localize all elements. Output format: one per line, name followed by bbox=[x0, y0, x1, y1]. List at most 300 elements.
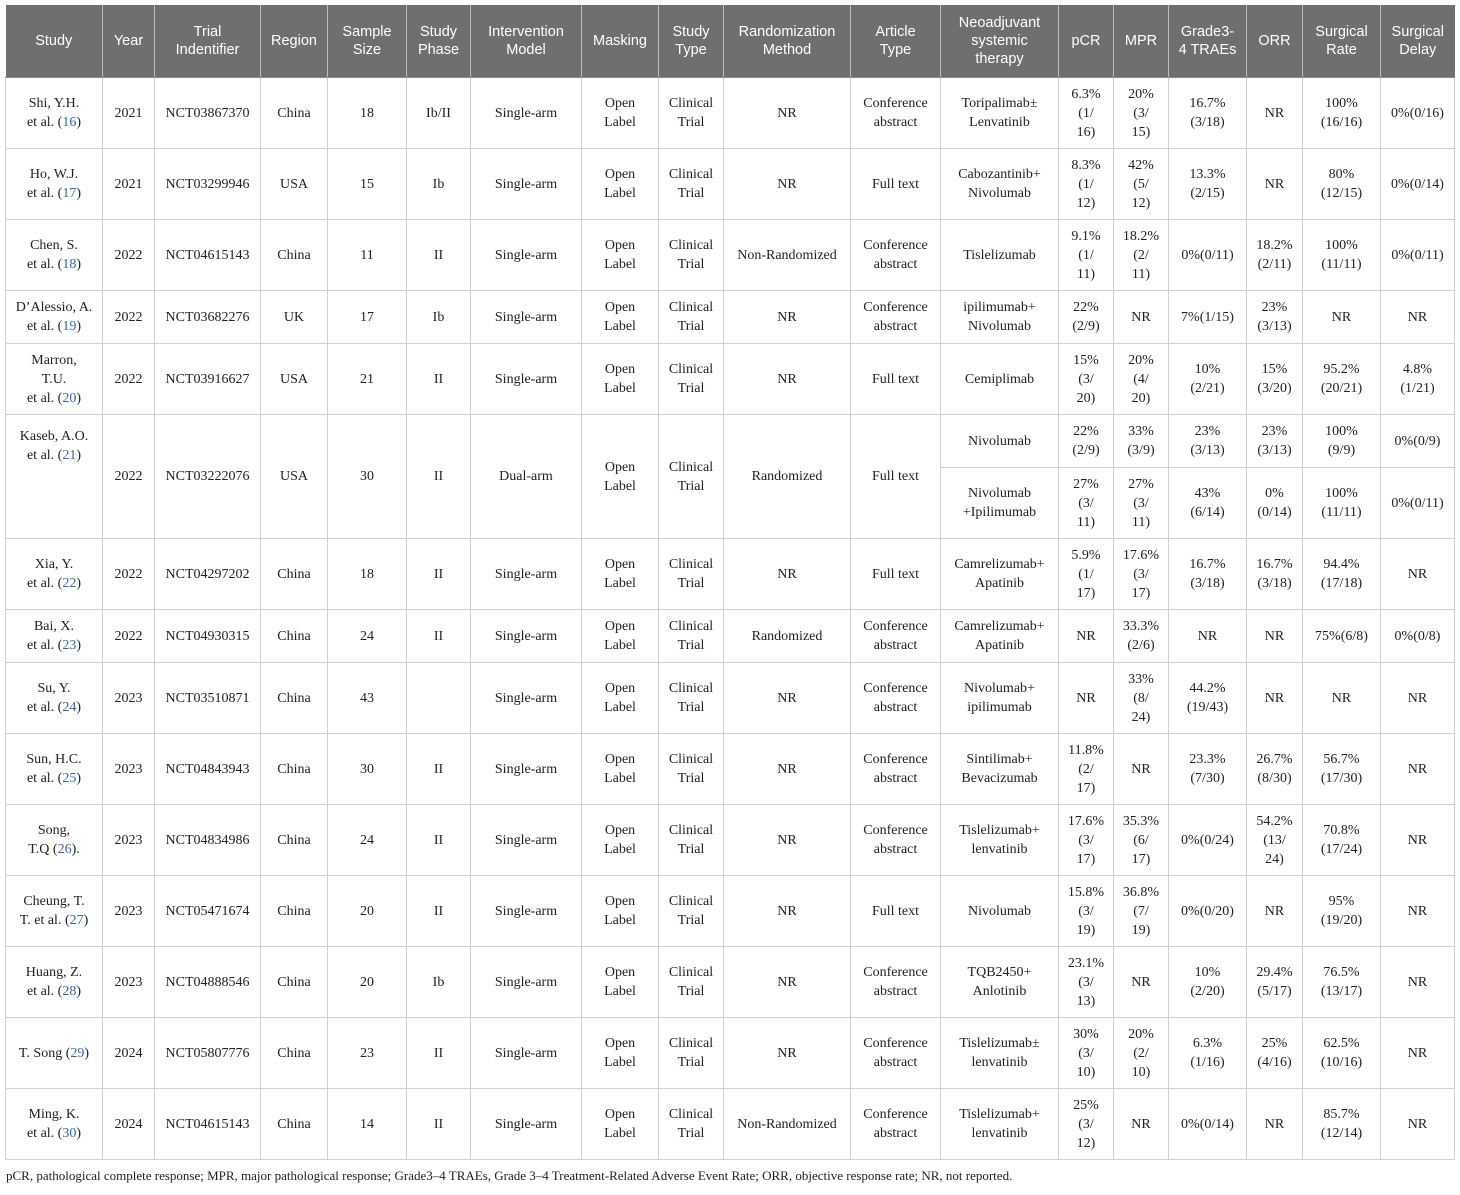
masking-cell bbox=[582, 78, 659, 149]
cell-line: lenvatinib bbox=[971, 842, 1028, 857]
reference-link[interactable]: 23 bbox=[62, 638, 77, 653]
cell-line: NR bbox=[777, 566, 797, 582]
cell-line: (3/ bbox=[1078, 371, 1094, 387]
study-author-text: Bai, X. bbox=[33, 619, 75, 634]
phase-cell: II bbox=[407, 876, 471, 947]
table-body bbox=[6, 78, 1455, 1160]
region-cell: China bbox=[261, 220, 328, 291]
cell-line: Trial bbox=[677, 381, 705, 396]
study-author-line bbox=[10, 892, 98, 911]
orr-cell bbox=[1247, 805, 1303, 876]
table-row bbox=[6, 78, 1455, 149]
cell-line: Label bbox=[604, 638, 636, 653]
sample-size-cell: 23 bbox=[328, 1018, 407, 1089]
pcr-cell bbox=[1059, 663, 1114, 734]
year-cell: 2024 bbox=[103, 1018, 155, 1089]
article-type-cell bbox=[851, 415, 941, 539]
cell-line: (1/16) bbox=[1190, 1055, 1225, 1070]
therapy-cell bbox=[941, 663, 1059, 734]
table-row bbox=[6, 663, 1455, 734]
cell-line: (8/ bbox=[1133, 690, 1149, 706]
cell-line: 11) bbox=[1131, 514, 1151, 530]
reference-suffix: ). bbox=[71, 842, 80, 857]
sample-size-cell: 43 bbox=[328, 663, 407, 734]
orr-cell bbox=[1247, 947, 1303, 1018]
cell-line: Full text bbox=[871, 903, 920, 919]
study-cell bbox=[6, 610, 103, 663]
cell-line: NR bbox=[1264, 176, 1285, 192]
therapy-cell bbox=[941, 734, 1059, 805]
cell-line: 0%(0/16) bbox=[1391, 105, 1444, 121]
cell-line: (3/ bbox=[1078, 832, 1094, 848]
orr-cell bbox=[1247, 539, 1303, 610]
cell-line: 62.5% bbox=[1323, 1036, 1360, 1051]
phase-cell: II bbox=[407, 805, 471, 876]
sample-size-cell: 17 bbox=[328, 291, 407, 344]
trial-id-cell: NCT04888546 bbox=[155, 947, 261, 1018]
cell-line: Open bbox=[604, 1107, 636, 1122]
header-line: Study bbox=[672, 24, 710, 40]
study-author-line bbox=[10, 1105, 98, 1124]
study-author-line bbox=[10, 963, 98, 982]
study-author-text: Cheung, T. bbox=[23, 894, 85, 909]
cell-line: 10) bbox=[1131, 1064, 1151, 1080]
randomization-cell bbox=[724, 610, 851, 663]
cell-line: 19) bbox=[1076, 922, 1096, 938]
cell-line: 16.7% bbox=[1256, 557, 1293, 572]
surgical-delay-cell bbox=[1381, 1089, 1455, 1160]
year-cell: 2024 bbox=[103, 1089, 155, 1160]
trial-id-cell: NCT04843943 bbox=[155, 734, 261, 805]
column-header-article-type bbox=[851, 5, 941, 78]
intervention-model-cell: Single-arm bbox=[471, 149, 582, 220]
cell-line: Open bbox=[604, 823, 636, 838]
cell-line: Label bbox=[604, 1126, 636, 1141]
reference-suffix: ) bbox=[76, 638, 82, 653]
header-line: Study bbox=[419, 24, 458, 40]
therapy-cell bbox=[941, 805, 1059, 876]
cell-line: abstract bbox=[873, 771, 918, 786]
study-author-text: et al. ( bbox=[26, 186, 63, 201]
trae-cell bbox=[1169, 734, 1247, 805]
year-cell: 2022 bbox=[103, 220, 155, 291]
cell-line: NR bbox=[1407, 309, 1428, 325]
reference-link[interactable]: 29 bbox=[70, 1045, 85, 1061]
cell-line: 54.2% bbox=[1256, 813, 1293, 829]
cell-line: Open bbox=[604, 238, 636, 253]
trial-id-cell: NCT04615143 bbox=[155, 1089, 261, 1160]
cell-line: Full text bbox=[871, 371, 920, 387]
header-line: Rate bbox=[1326, 42, 1357, 58]
surgical-delay-cell bbox=[1381, 663, 1455, 734]
cell-line: NR bbox=[777, 105, 797, 121]
cell-line: NR bbox=[1407, 832, 1428, 848]
cell-line: Camrelizumab+ bbox=[954, 557, 1045, 572]
cell-line: 95% bbox=[1328, 894, 1355, 909]
reference-link[interactable]: 22 bbox=[62, 576, 77, 591]
cell-line: Trial bbox=[677, 1126, 705, 1141]
study-author-text: D’Alessio, A. bbox=[15, 300, 93, 315]
column-header-surgical-delay bbox=[1381, 5, 1455, 78]
sample-size-cell: 18 bbox=[328, 539, 407, 610]
cell-line: 17) bbox=[1076, 780, 1096, 796]
cell-line: 10% bbox=[1194, 362, 1221, 377]
column-header-orr bbox=[1247, 5, 1303, 78]
phase-cell: Ib bbox=[407, 149, 471, 220]
cell-line: abstract bbox=[873, 115, 918, 130]
cell-line: 17) bbox=[1076, 851, 1096, 867]
orr-cell bbox=[1247, 876, 1303, 947]
reference-link[interactable]: 16 bbox=[62, 115, 77, 130]
cell-line: Full text bbox=[871, 469, 920, 484]
reference-suffix: ) bbox=[76, 115, 82, 130]
study-cell bbox=[6, 291, 103, 344]
cell-line: 6.3% bbox=[1071, 86, 1101, 102]
year-cell: 2022 bbox=[103, 539, 155, 610]
pcr-cell bbox=[1059, 415, 1114, 468]
cell-line: Label bbox=[604, 381, 636, 396]
cell-line: Label bbox=[604, 319, 636, 334]
study-author-text: Marron, bbox=[31, 352, 77, 368]
cell-line: (5/17) bbox=[1257, 984, 1292, 999]
cell-line: Label bbox=[604, 700, 636, 715]
cell-line: abstract bbox=[873, 319, 918, 334]
study-author-line bbox=[10, 840, 98, 859]
mpr-cell bbox=[1114, 344, 1169, 415]
cell-line: 27% bbox=[1128, 476, 1154, 492]
surgical-delay-cell bbox=[1381, 149, 1455, 220]
cell-line: abstract bbox=[873, 984, 918, 999]
cell-line: (3/ bbox=[1078, 903, 1094, 919]
cell-line: Trial bbox=[677, 771, 705, 786]
region-cell: UK bbox=[261, 291, 328, 344]
cell-line: Trial bbox=[677, 913, 705, 928]
cell-line: 20% bbox=[1128, 1026, 1154, 1042]
study-type-cell bbox=[659, 876, 724, 947]
header-line: therapy bbox=[975, 51, 1024, 67]
surgical-rate-cell bbox=[1303, 1089, 1381, 1160]
region-cell: China bbox=[261, 610, 328, 663]
cell-line: lenvatinib bbox=[971, 1126, 1028, 1141]
mpr-cell bbox=[1114, 1089, 1169, 1160]
randomization-cell bbox=[724, 663, 851, 734]
randomization-cell bbox=[724, 805, 851, 876]
study-author-line bbox=[10, 617, 98, 636]
cell-line: NR bbox=[777, 690, 797, 706]
cell-line: 33% bbox=[1128, 424, 1154, 439]
column-header-intervention-model bbox=[471, 5, 582, 78]
cell-line: Open bbox=[604, 96, 636, 111]
masking-cell bbox=[582, 149, 659, 220]
study-author-text: Ho, W.J. bbox=[29, 167, 79, 182]
cell-line: (3/18) bbox=[1190, 576, 1225, 591]
cell-line: (3/ bbox=[1078, 495, 1094, 511]
cell-line: NR bbox=[777, 903, 797, 919]
cell-line: Apatinib bbox=[975, 576, 1024, 591]
intervention-model-cell: Single-arm bbox=[471, 663, 582, 734]
intervention-model-cell: Single-arm bbox=[471, 78, 582, 149]
region-cell: China bbox=[261, 539, 328, 610]
cell-line: Trial bbox=[677, 700, 705, 715]
cell-line: Clinical bbox=[668, 619, 714, 634]
cell-line: 27% bbox=[1073, 476, 1099, 492]
phase-cell: II bbox=[407, 1018, 471, 1089]
cell-line: 70.8% bbox=[1323, 823, 1360, 838]
masking-cell bbox=[582, 291, 659, 344]
cell-line: Clinical bbox=[668, 459, 714, 475]
region-cell: China bbox=[261, 805, 328, 876]
surgical-rate-cell bbox=[1303, 663, 1381, 734]
cell-line: NR bbox=[777, 1045, 797, 1061]
cell-line: 17) bbox=[1131, 585, 1151, 601]
cell-line: (17/18) bbox=[1320, 576, 1363, 591]
cell-line: NR bbox=[777, 371, 797, 387]
reference-link[interactable]: 17 bbox=[62, 186, 77, 201]
orr-cell bbox=[1247, 344, 1303, 415]
reference-link[interactable]: 21 bbox=[62, 448, 77, 463]
reference-link[interactable]: 19 bbox=[62, 319, 77, 334]
randomization-cell bbox=[724, 947, 851, 1018]
header-line: Study bbox=[35, 33, 73, 49]
cell-line: (2/6) bbox=[1127, 638, 1155, 653]
header-line: MPR bbox=[1124, 33, 1158, 49]
cell-line: 0%(0/24) bbox=[1181, 832, 1234, 848]
trae-cell bbox=[1169, 149, 1247, 220]
trial-id-cell: NCT03682276 bbox=[155, 291, 261, 344]
cell-line: 18.2% bbox=[1256, 238, 1293, 253]
cell-line: NR bbox=[1407, 1045, 1428, 1061]
cell-line: abstract bbox=[873, 1055, 918, 1070]
pcr-cell bbox=[1059, 78, 1114, 149]
surgical-delay-cell bbox=[1381, 220, 1455, 291]
cell-line: 22% bbox=[1073, 300, 1099, 315]
study-type-cell bbox=[659, 1089, 724, 1160]
orr-cell bbox=[1247, 149, 1303, 220]
cell-line: 10% bbox=[1194, 965, 1221, 980]
cell-line: 6.3% bbox=[1192, 1036, 1223, 1051]
trial-id-cell: NCT03510871 bbox=[155, 663, 261, 734]
cell-line: Open bbox=[604, 300, 636, 315]
cell-line: (19/20) bbox=[1320, 913, 1363, 928]
cell-line: 100% bbox=[1325, 424, 1358, 439]
column-header-pcr bbox=[1059, 5, 1114, 78]
therapy-cell bbox=[941, 539, 1059, 610]
cell-line: NR bbox=[1407, 974, 1428, 990]
cell-line: (3/ bbox=[1133, 105, 1149, 121]
cell-line: 56.7% bbox=[1323, 752, 1360, 767]
reference-suffix: ) bbox=[76, 576, 82, 591]
randomization-cell bbox=[724, 1018, 851, 1089]
mpr-cell bbox=[1114, 149, 1169, 220]
cell-line: (1/ bbox=[1078, 176, 1094, 192]
cell-line: Label bbox=[604, 186, 636, 201]
cell-line: (13/17) bbox=[1320, 984, 1363, 999]
region-cell: USA bbox=[261, 415, 328, 539]
mpr-cell bbox=[1114, 610, 1169, 663]
cell-line: 24) bbox=[1131, 709, 1151, 725]
mpr-cell bbox=[1114, 734, 1169, 805]
surgical-rate-cell bbox=[1303, 291, 1381, 344]
study-author-text: et al. ( bbox=[26, 257, 63, 272]
masking-cell bbox=[582, 734, 659, 805]
surgical-delay-cell bbox=[1381, 468, 1455, 539]
study-author-text: et al. ( bbox=[26, 984, 63, 999]
trae-cell bbox=[1169, 220, 1247, 291]
study-author-line bbox=[10, 911, 98, 930]
study-author-line bbox=[10, 698, 98, 717]
sample-size-cell: 21 bbox=[328, 344, 407, 415]
cell-line: Clinical bbox=[668, 681, 714, 696]
cell-line: abstract bbox=[873, 842, 918, 857]
cell-line: 0%(0/14) bbox=[1391, 176, 1444, 192]
cell-line: NR bbox=[1264, 105, 1285, 121]
table-row bbox=[6, 610, 1455, 663]
cell-line: NR bbox=[1131, 761, 1151, 777]
cell-line: Open bbox=[604, 362, 636, 377]
cell-line: (16/16) bbox=[1320, 115, 1363, 130]
study-author-text: et al. ( bbox=[26, 115, 63, 130]
study-type-cell bbox=[659, 734, 724, 805]
table-container bbox=[5, 5, 1454, 1184]
table-row bbox=[6, 220, 1455, 291]
article-type-cell bbox=[851, 805, 941, 876]
reference-link[interactable]: 30 bbox=[62, 1126, 77, 1141]
therapy-cell bbox=[941, 610, 1059, 663]
table-row bbox=[6, 415, 1455, 468]
cell-line: (3/18) bbox=[1190, 115, 1225, 130]
article-type-cell bbox=[851, 947, 941, 1018]
cell-line: 43% bbox=[1194, 486, 1221, 501]
pcr-cell bbox=[1059, 291, 1114, 344]
table-row bbox=[6, 291, 1455, 344]
mpr-cell bbox=[1114, 876, 1169, 947]
cell-line: Clinical bbox=[668, 167, 714, 182]
cell-line: 18.2% bbox=[1122, 228, 1160, 244]
cell-line: Conference bbox=[863, 300, 928, 315]
header-line: Masking bbox=[593, 33, 647, 49]
study-cell bbox=[6, 539, 103, 610]
sample-size-cell: 30 bbox=[328, 734, 407, 805]
study-type-cell bbox=[659, 805, 724, 876]
orr-cell bbox=[1247, 220, 1303, 291]
randomization-cell bbox=[724, 1089, 851, 1160]
sample-size-cell: 20 bbox=[328, 947, 407, 1018]
cell-line: 23% bbox=[1261, 300, 1288, 315]
surgical-delay-cell bbox=[1381, 344, 1455, 415]
study-author-line bbox=[10, 370, 98, 389]
cell-line: 12) bbox=[1076, 195, 1096, 211]
reference-link[interactable]: 20 bbox=[62, 390, 77, 406]
cell-line: 85.7% bbox=[1323, 1107, 1360, 1122]
cell-line: (6/ bbox=[1133, 832, 1149, 848]
mpr-cell bbox=[1114, 291, 1169, 344]
cell-line: (2/9) bbox=[1072, 443, 1100, 458]
study-cell bbox=[6, 220, 103, 291]
cell-line: Clinical bbox=[668, 752, 714, 767]
therapy-cell bbox=[941, 220, 1059, 291]
surgical-rate-cell bbox=[1303, 344, 1381, 415]
header-line: Randomization bbox=[738, 24, 836, 40]
cell-line: 11) bbox=[1076, 514, 1096, 530]
phase-cell: II bbox=[407, 344, 471, 415]
trial-id-cell: NCT04615143 bbox=[155, 220, 261, 291]
surgical-delay-cell bbox=[1381, 78, 1455, 149]
cell-line: Open bbox=[604, 965, 636, 980]
header-line: Method bbox=[762, 42, 812, 58]
surgical-rate-cell bbox=[1303, 734, 1381, 805]
cell-line: Trial bbox=[677, 576, 705, 591]
therapy-cell bbox=[941, 415, 1059, 468]
cell-line: 17) bbox=[1076, 585, 1096, 601]
study-author-line bbox=[10, 555, 98, 574]
cell-line: 24) bbox=[1265, 851, 1284, 867]
study-author-text: et al. ( bbox=[26, 390, 63, 406]
cell-line: (12/14) bbox=[1320, 1126, 1363, 1141]
reference-link[interactable]: 24 bbox=[62, 700, 77, 715]
cell-line: (11/11) bbox=[1321, 505, 1362, 520]
reference-link[interactable]: 18 bbox=[62, 257, 77, 272]
reference-link[interactable]: 25 bbox=[62, 771, 77, 786]
cell-line: Trial bbox=[677, 186, 705, 201]
cell-line: Tislelizumab+ bbox=[959, 823, 1040, 838]
cell-line: Clinical bbox=[668, 1107, 714, 1122]
header-line: Surgical bbox=[1391, 24, 1444, 40]
year-cell: 2021 bbox=[103, 149, 155, 220]
reference-suffix: ) bbox=[76, 700, 82, 715]
study-author-text: Sun, H.C. bbox=[26, 752, 82, 767]
study-author-text: T. et al. ( bbox=[19, 913, 70, 928]
article-type-cell bbox=[851, 291, 941, 344]
mpr-cell bbox=[1114, 468, 1169, 539]
intervention-model-cell: Single-arm bbox=[471, 1018, 582, 1089]
cell-line: 95.2% bbox=[1323, 362, 1360, 377]
cell-line: (2/20) bbox=[1190, 984, 1225, 999]
header-line: Indentifier bbox=[175, 42, 240, 58]
year-cell: 2023 bbox=[103, 734, 155, 805]
cell-line: (2/11) bbox=[1257, 257, 1292, 272]
reference-link[interactable]: 28 bbox=[62, 984, 77, 999]
surgical-rate-cell bbox=[1303, 805, 1381, 876]
reference-link[interactable]: 27 bbox=[69, 913, 84, 928]
header-line: Type bbox=[879, 42, 912, 58]
study-author-text: Ming, K. bbox=[28, 1107, 80, 1122]
cell-line: (4/16) bbox=[1257, 1055, 1292, 1070]
cell-line: Nivolumab bbox=[968, 433, 1031, 449]
intervention-model-cell: Dual-arm bbox=[471, 415, 582, 539]
reference-suffix: ) bbox=[76, 1126, 82, 1141]
cell-line: NR bbox=[777, 761, 797, 777]
cell-line: (5/ bbox=[1133, 176, 1149, 192]
study-author-line bbox=[10, 1044, 98, 1063]
cell-line: (3/13) bbox=[1190, 443, 1225, 458]
cell-line: (19/43) bbox=[1186, 700, 1229, 715]
cell-line: Nivolumab+ bbox=[964, 681, 1035, 696]
masking-cell bbox=[582, 663, 659, 734]
sample-size-cell: 24 bbox=[328, 610, 407, 663]
region-cell: China bbox=[261, 663, 328, 734]
cell-line: Cabozantinib+ bbox=[958, 167, 1041, 182]
trae-cell bbox=[1169, 291, 1247, 344]
cell-line: 20) bbox=[1076, 390, 1096, 406]
cell-line: 42% bbox=[1128, 157, 1154, 173]
cell-line: Camrelizumab+ bbox=[954, 619, 1045, 634]
study-author-line bbox=[10, 636, 98, 655]
pcr-cell bbox=[1059, 1089, 1114, 1160]
intervention-model-cell: Single-arm bbox=[471, 734, 582, 805]
reference-suffix: ) bbox=[76, 771, 82, 786]
cell-line: (3/ bbox=[1078, 1045, 1094, 1061]
reference-link[interactable]: 26 bbox=[57, 842, 72, 857]
